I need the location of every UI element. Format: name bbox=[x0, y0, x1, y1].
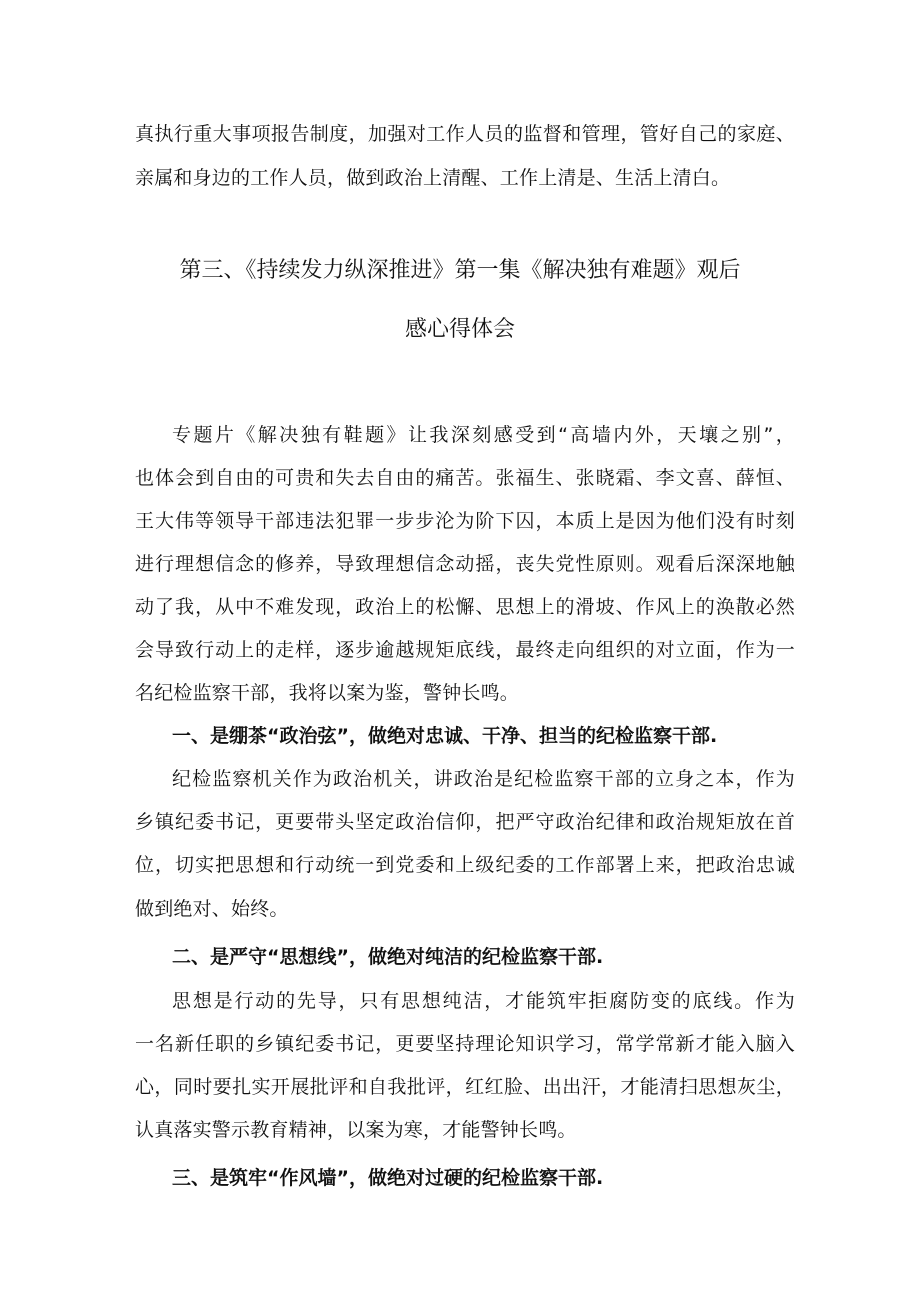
paragraph-2-line-4: 做到绝对、始终。 bbox=[135, 898, 289, 920]
intro-line-1: 真执行重大事项报告制度，加强对工作人员的监督和管理，管好自己的家庭、 bbox=[135, 123, 795, 145]
paragraph-2-line-2: 乡镇纪委书记，更要带头坚定政治信仰，把严守政治纪律和政治规矩放在首 bbox=[135, 811, 795, 833]
paragraph-1-line-1: 专题片《解决独有鞋题》让我深刻感受到“高墙内外，天壤之别”， bbox=[172, 424, 795, 446]
paragraph-2-line-3: 位，切实把思想和行动统一到党委和上级纪委的工作部署上来，把政治忠诚 bbox=[135, 854, 795, 876]
section-title-line-2: 感心得体会 bbox=[404, 317, 515, 342]
paragraph-1-line-4: 进行理想信念的修养，导致理想信念动摇，丧失党性原则。观看后深深地触 bbox=[135, 553, 795, 575]
paragraph-1-line-7: 名纪检监察干部，我将以案为鉴，警钟长鸣。 bbox=[135, 682, 520, 704]
paragraph-1-line-2: 也体会到自由的可贵和失去自由的痛苦。张福生、张晓霜、李文喜、薛恒、 bbox=[135, 467, 795, 489]
paragraph-1-line-5: 动了我，从中不难发现，政治上的松懈、思想上的滑坡、作风上的涣散必然 bbox=[135, 596, 795, 618]
heading-1: 一、是绷茶“政治弦”，做绝对忠诚、干净、担当的纪检监察干部. bbox=[172, 725, 718, 747]
paragraph-2-line-1: 纪检监察机关作为政治机关，讲政治是纪检监察干部的立身之本，作为 bbox=[172, 768, 795, 790]
paragraph-1-line-3: 王大伟等领导干部违法犯罪一步步沦为阶下囚，本质上是因为他们没有时刻 bbox=[135, 510, 795, 532]
paragraph-1-line-6: 会导致行动上的走样，逐步逾越规矩底线，最终走向组织的对立面，作为一 bbox=[135, 639, 795, 661]
paragraph-3-line-2: 一名新任职的乡镇纪委书记，更要坚持理论知识学习，常学常新才能入脑入 bbox=[135, 1033, 795, 1055]
heading-3: 三、是筑牢“作风墙”，做绝对过硬的纪检监察干部. bbox=[172, 1167, 604, 1189]
intro-line-2: 亲属和身边的工作人员，做到政治上清醒、工作上清是、生活上清白。 bbox=[135, 167, 731, 189]
paragraph-3-line-1: 思想是行动的先导，只有思想纯洁，才能筑牢拒腐防变的底线。作为 bbox=[172, 990, 795, 1012]
heading-2: 二、是严守“思想线”，做绝对纯洁的纪检监察干部. bbox=[172, 946, 604, 968]
section-title-line-1: 第三、《持续发力纵深推进》第一集《解决独有难题》观后 bbox=[179, 258, 741, 283]
paragraph-3-line-4: 认真落实警示教育精神，以案为寒，才能警钟长鸣。 bbox=[135, 1119, 577, 1141]
paragraph-3-line-3: 心，同时要扎实开展批评和自我批评，红红脸、出出汗，才能清扫思想灰尘， bbox=[135, 1076, 795, 1098]
